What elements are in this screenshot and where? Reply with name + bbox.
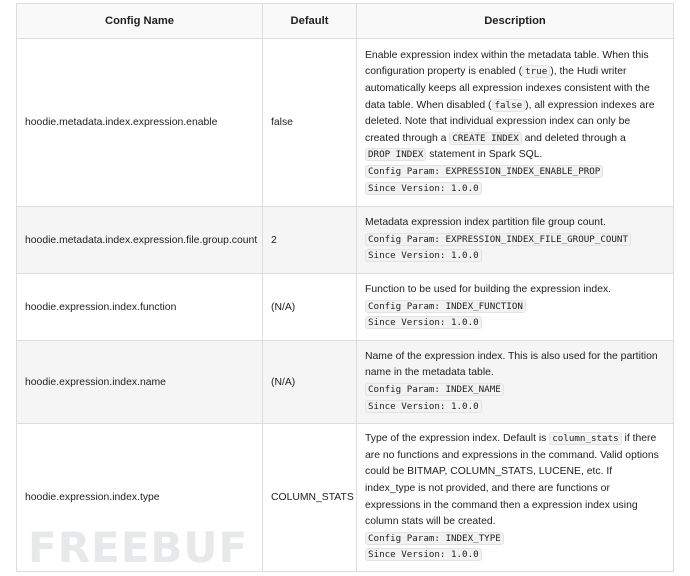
inline-code: column_stats: [549, 432, 621, 445]
table-row: [17, 207, 674, 274]
table-row: [17, 274, 674, 341]
description-cell: [357, 39, 674, 207]
header-config-name: Config Name: [17, 4, 263, 39]
description-cell: [357, 424, 674, 572]
inline-code: true: [522, 65, 550, 78]
since-version-code: Since Version: 1.0.0: [365, 249, 482, 262]
inline-code: false: [492, 99, 526, 112]
config-name-cell: hoodie.metadata.index.expression.enable: [17, 39, 263, 207]
description-text: Name of the expression index. This is also used for the partition name in the metadata table.: [365, 350, 658, 379]
config-name-cell: hoodie.expression.index.name: [17, 341, 263, 424]
description-cell: [357, 341, 674, 424]
config-param-code: Config Param: INDEX_FUNCTION: [365, 300, 526, 313]
description-cell: [357, 274, 674, 341]
table-row: [17, 341, 674, 424]
description-text: and deleted through a: [521, 132, 626, 144]
since-version-code: Since Version: 1.0.0: [365, 182, 482, 195]
header-default: Default: [263, 4, 357, 39]
config-table: [16, 3, 674, 572]
description-cell: [357, 207, 674, 274]
description-text: if there are no functions and expressions in the command. Valid options could be BITMAP, COLUMN_STATS, LUCENE, etc. If index_type is not provided, and there are functions or expressions in the command then a expression index using column stats will be created.: [365, 433, 659, 528]
header-description: Description: [357, 4, 674, 39]
default-cell: 2: [263, 207, 357, 274]
config-param-code: Config Param: INDEX_TYPE: [365, 532, 504, 545]
default-cell: (N/A): [263, 341, 357, 424]
config-param-code: Config Param: INDEX_NAME: [365, 383, 504, 396]
table-row: [17, 39, 674, 207]
config-name-cell: hoodie.expression.index.function: [17, 274, 263, 341]
since-version-code: Since Version: 1.0.0: [365, 548, 482, 561]
since-version-code: Since Version: 1.0.0: [365, 316, 482, 329]
header-row: [17, 4, 674, 39]
config-param-code: Config Param: EXPRESSION_INDEX_ENABLE_PROP: [365, 165, 603, 178]
since-version-code: Since Version: 1.0.0: [365, 400, 482, 413]
description-text: Enable expression index within the metadata table. When this configuration property is enabled (: [365, 49, 649, 78]
description-text: ), all expression indexes are deleted. Note that individual expression index can only be created through a: [365, 99, 655, 144]
description-text: Type of the expression index. Default is: [365, 433, 550, 445]
config-param-code: Config Param: EXPRESSION_INDEX_FILE_GROUP_COUNT: [365, 233, 631, 246]
description-text: ), the Hudi writer automatically keeps all expression indexes consistent with the data table. When disabled (: [365, 66, 650, 111]
inline-code: CREATE INDEX: [449, 132, 521, 145]
inline-code: DROP INDEX: [365, 148, 426, 161]
description-text: statement in Spark SQL.: [426, 149, 543, 161]
default-cell: COLUMN_STATS: [263, 424, 357, 572]
config-name-cell: hoodie.metadata.index.expression.file.group.count: [17, 207, 263, 274]
config-name-cell: hoodie.expression.index.type: [17, 424, 263, 572]
default-cell: false: [263, 39, 357, 207]
description-text: Metadata expression index partition file group count.: [365, 217, 606, 229]
watermark-logo: FREEBUF: [28, 523, 249, 572]
default-cell: (N/A): [263, 274, 357, 341]
description-text: Function to be used for building the expression index.: [365, 284, 612, 296]
